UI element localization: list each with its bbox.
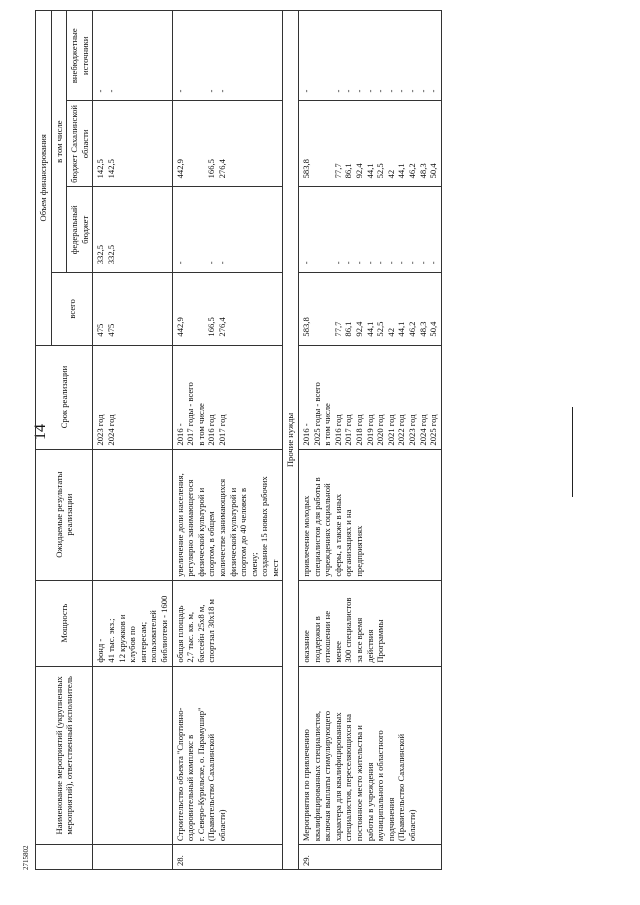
cell-line: организациях и на xyxy=(343,509,354,577)
table-row xyxy=(93,11,172,870)
cell-line xyxy=(322,190,333,264)
cell-line xyxy=(185,104,196,178)
cell-line: сферы, а также в иных xyxy=(332,493,343,577)
cell-line: спортом до 40 человек в xyxy=(238,487,249,577)
cell-line: действия xyxy=(364,629,375,663)
cell-line xyxy=(196,190,207,264)
cell-capacity xyxy=(172,580,283,666)
cell-line: - xyxy=(174,261,185,265)
cell-line: - xyxy=(385,261,396,265)
header-regional: бюджет Сахалинской области xyxy=(67,101,93,187)
cell-line: 2021 год xyxy=(385,414,396,446)
cell-line: 2025 годы - всего xyxy=(311,382,322,446)
cell-line: библиотеки - 1600 xyxy=(158,595,169,663)
cell-line: физической культурой и xyxy=(227,487,238,577)
cell-line: привлечение молодых xyxy=(301,495,312,577)
program-table xyxy=(35,10,442,870)
cell-num xyxy=(93,845,172,870)
cell-line: 2019 год xyxy=(364,414,375,446)
cell-line: учреждениях социальной xyxy=(322,483,333,577)
header-capacity: Мощность xyxy=(36,580,93,666)
cell-line: 2,7 тыс. кв. м, xyxy=(185,611,196,663)
page-number: 14 xyxy=(32,424,49,440)
cell-line: физической культурой и xyxy=(195,487,206,577)
cell-line: 92,4 xyxy=(354,163,365,179)
cell-line xyxy=(196,104,207,178)
cell-term xyxy=(299,345,442,449)
cell-expected xyxy=(93,449,172,580)
cell-line: 276,4 xyxy=(216,317,227,337)
cell-line: регулярно занимающегося xyxy=(185,479,196,577)
cell-total xyxy=(299,273,442,345)
cell-line: - xyxy=(428,89,439,93)
cell-line: 2020 год xyxy=(375,414,386,446)
cell-line: 77,7 xyxy=(332,321,343,337)
cell-line: 583,8 xyxy=(301,317,312,337)
cell-line xyxy=(312,104,323,178)
cell-regional xyxy=(172,101,283,187)
cell-federal xyxy=(299,187,442,273)
cell-line xyxy=(322,276,333,336)
cell-line xyxy=(322,14,333,92)
cell-total xyxy=(172,273,283,345)
cell-line: 583,8 xyxy=(301,159,312,179)
cell-line: - xyxy=(354,89,365,93)
cell-line: муниципального и областного xyxy=(375,730,386,842)
cell-line: 50,4 xyxy=(428,321,439,337)
cell-line: - xyxy=(95,89,106,93)
cell-line: специалистов, переселяющихся на xyxy=(343,714,354,842)
cell-line: 12 кружков и xyxy=(116,614,127,663)
cell-name xyxy=(93,666,172,845)
cell-line: - xyxy=(407,261,417,265)
cell-line: спортом, в общем xyxy=(206,511,217,577)
cell-line: 86,1 xyxy=(343,163,354,179)
cell-line: 77,7 xyxy=(332,163,343,179)
cell-line: 42 xyxy=(385,328,396,337)
cell-line: работы в учреждения xyxy=(364,762,375,842)
cell-line: (Правительство Сахалинской xyxy=(206,733,217,842)
cell-line: специалистов для работы в xyxy=(311,477,322,577)
rotated-table-container xyxy=(35,10,615,870)
cell-line: - xyxy=(396,89,407,93)
cell-line: бассейн 25х8 м, xyxy=(195,604,206,663)
cell-line: - xyxy=(332,261,343,265)
cell-line: 2017 год xyxy=(343,414,354,446)
cell-line: количестве занимающихся xyxy=(216,478,227,577)
cell-line: - xyxy=(206,261,217,265)
cell-line: квалифицированных специалистов, xyxy=(311,710,322,842)
cell-line xyxy=(322,104,333,178)
cell-line: - xyxy=(216,89,227,93)
cell-line: 48,3 xyxy=(417,163,428,179)
cell-line: Строительство объекта "Спортивно- xyxy=(174,707,185,842)
cell-line: - xyxy=(343,89,354,93)
cell-line: 276,4 xyxy=(216,159,227,179)
cell-line: 332,5 xyxy=(95,244,106,265)
cell-line: 475 xyxy=(95,323,106,337)
cell-line: 2016 год xyxy=(206,414,217,446)
cell-line: 332,5 xyxy=(105,244,116,265)
cell-line: 44,1 xyxy=(364,163,375,179)
cell-name xyxy=(299,666,442,845)
cell-line: 48,3 xyxy=(417,321,428,337)
cell-capacity xyxy=(93,580,172,666)
table-row xyxy=(172,11,283,870)
table-body xyxy=(93,11,441,870)
cell-line: - xyxy=(417,261,428,265)
cell-expected xyxy=(172,449,283,580)
cell-line: характера для квалифицированных xyxy=(332,712,343,842)
cell-line: Программы xyxy=(375,619,386,663)
cell-line: - xyxy=(375,261,386,265)
cell-line: поддержки в xyxy=(311,616,322,663)
header-expected: Ожидаемые результаты реализации xyxy=(36,449,93,580)
cell-line: оздоровительный комплекс в xyxy=(185,734,196,842)
cell-line: создание 15 новых рабочих xyxy=(259,476,270,577)
cell-regional xyxy=(299,101,442,187)
cell-line: 166,5 xyxy=(206,159,217,179)
cell-line: 2016 - xyxy=(301,423,312,446)
cell-line: в том числе xyxy=(195,403,206,446)
cell-regional xyxy=(93,101,172,187)
cell-line: г. Северо-Курильске, о. Парамушир" xyxy=(195,707,206,842)
cell-line: 41 тыс. экз.; xyxy=(105,618,116,663)
cell-line: - xyxy=(216,261,227,265)
cell-line: мест xyxy=(269,559,280,577)
cell-line: 2025 год xyxy=(428,414,439,446)
cell-name xyxy=(172,666,283,845)
cell-line: в том числе xyxy=(322,403,333,446)
header-extra: внебюджетные источники xyxy=(67,11,93,101)
cell-line: Мероприятия по привлечению xyxy=(301,729,312,842)
cell-line: 46,2 xyxy=(407,321,417,337)
cell-line: 52,5 xyxy=(375,321,386,337)
cell-line xyxy=(185,14,196,92)
cell-line: увеличение доли населения, xyxy=(174,473,185,577)
cell-line: 442,9 xyxy=(174,159,185,179)
cell-line: - xyxy=(301,89,312,93)
section-title: Прочие нужды xyxy=(283,11,299,870)
cell-capacity xyxy=(299,580,442,666)
cell-line: 442,9 xyxy=(174,317,185,337)
cell-line: 2016 - xyxy=(174,423,185,446)
cell-line: области) xyxy=(216,809,227,842)
cell-line: 142,5 xyxy=(105,159,116,179)
cell-line xyxy=(185,190,196,264)
cell-line: 2023 год xyxy=(407,414,417,446)
cell-line: за все время xyxy=(354,617,365,663)
header-term: Срок реализации xyxy=(36,345,93,449)
cell-line: постоянное место жительства и xyxy=(354,725,365,842)
cell-line: 46,2 xyxy=(407,163,417,179)
cell-line xyxy=(196,14,207,92)
table-header xyxy=(36,11,93,870)
cell-expected xyxy=(299,449,442,580)
cell-line xyxy=(196,276,207,336)
cell-line: отношении не xyxy=(322,610,333,663)
cell-line: - xyxy=(428,261,439,265)
cell-line: менее xyxy=(332,641,343,663)
cell-line: - xyxy=(364,261,375,265)
cell-extra xyxy=(93,11,172,101)
cell-line: предприятиях xyxy=(354,525,365,577)
cell-num: 29. xyxy=(299,845,442,870)
header-num xyxy=(36,845,93,870)
cell-line: - xyxy=(354,261,365,265)
cell-extra xyxy=(299,11,442,101)
cell-line: 50,4 xyxy=(428,163,439,179)
cell-line: 475 xyxy=(105,323,116,337)
cell-line: 92,4 xyxy=(354,321,365,337)
cell-line xyxy=(185,276,196,336)
cell-line: 2018 год xyxy=(354,414,365,446)
table-row xyxy=(299,11,442,870)
cell-line: 300 специалистов xyxy=(343,597,354,663)
cell-line: - xyxy=(417,89,428,93)
cell-line: 2017 годы - всего xyxy=(185,382,196,446)
header-incl: в том числе xyxy=(51,11,67,273)
cell-line: - xyxy=(206,89,217,93)
cell-line: - xyxy=(364,89,375,93)
header-total: всего xyxy=(51,273,93,345)
cell-line: клубов по xyxy=(127,626,138,663)
cell-line: 44,1 xyxy=(396,163,407,179)
cell-line: включая выплаты стимулирующего xyxy=(322,710,333,842)
cell-line: - xyxy=(174,89,185,93)
cell-line: (Правительство Сахалинской xyxy=(396,733,407,842)
cell-line: - xyxy=(396,261,407,265)
cell-line: 2023 год xyxy=(95,414,106,446)
cell-extra xyxy=(172,11,283,101)
cell-line: 166,5 xyxy=(206,317,217,337)
cell-line xyxy=(312,14,323,92)
cell-line: - xyxy=(375,89,386,93)
header-name: Наименование мероприятий (укрупненных мероприятий), ответственный исполнитель xyxy=(36,666,93,845)
document-id: 2715802 xyxy=(22,845,30,870)
cell-line: общая площадь xyxy=(174,605,185,663)
cell-line: 44,1 xyxy=(364,321,375,337)
cell-line: - xyxy=(343,261,354,265)
cell-line: - xyxy=(332,89,343,93)
cell-line: 2024 год xyxy=(105,414,116,446)
cell-term xyxy=(172,345,283,449)
header-funding: Объем финансирования xyxy=(36,11,52,346)
cell-line xyxy=(312,190,323,264)
cell-line: 44,1 xyxy=(396,321,407,337)
cell-line xyxy=(312,276,323,336)
cell-total xyxy=(93,273,172,345)
cell-line: 2017 год xyxy=(216,414,227,446)
cell-line: 42 xyxy=(385,169,396,179)
cell-line: пользователей xyxy=(148,610,159,663)
cell-line: области) xyxy=(407,809,417,842)
section-row xyxy=(283,11,299,870)
cell-num: 28. xyxy=(172,845,283,870)
cell-line: - xyxy=(407,89,417,93)
cell-line: смену; xyxy=(248,552,259,577)
cell-line: интересам; xyxy=(137,621,148,663)
cell-federal xyxy=(93,187,172,273)
cell-line: спортзал 30х18 м xyxy=(206,599,217,663)
cell-line: оказание xyxy=(301,630,312,663)
cell-line: 52,5 xyxy=(375,163,386,179)
cell-line: 2024 год xyxy=(417,414,428,446)
cell-line: 2022 год xyxy=(396,414,407,446)
cell-line: подчинения xyxy=(385,797,396,842)
cell-line: - xyxy=(301,261,312,265)
cell-line: фонд - xyxy=(95,638,106,663)
cell-line: 2016 год xyxy=(332,414,343,446)
cell-line: - xyxy=(105,89,116,93)
header-federal: федеральный бюджет xyxy=(67,187,93,273)
cell-line: 86,1 xyxy=(343,321,354,337)
cell-federal xyxy=(172,187,283,273)
cell-line: - xyxy=(385,89,396,93)
cell-line: 142,5 xyxy=(95,159,106,179)
cell-term xyxy=(93,345,172,449)
